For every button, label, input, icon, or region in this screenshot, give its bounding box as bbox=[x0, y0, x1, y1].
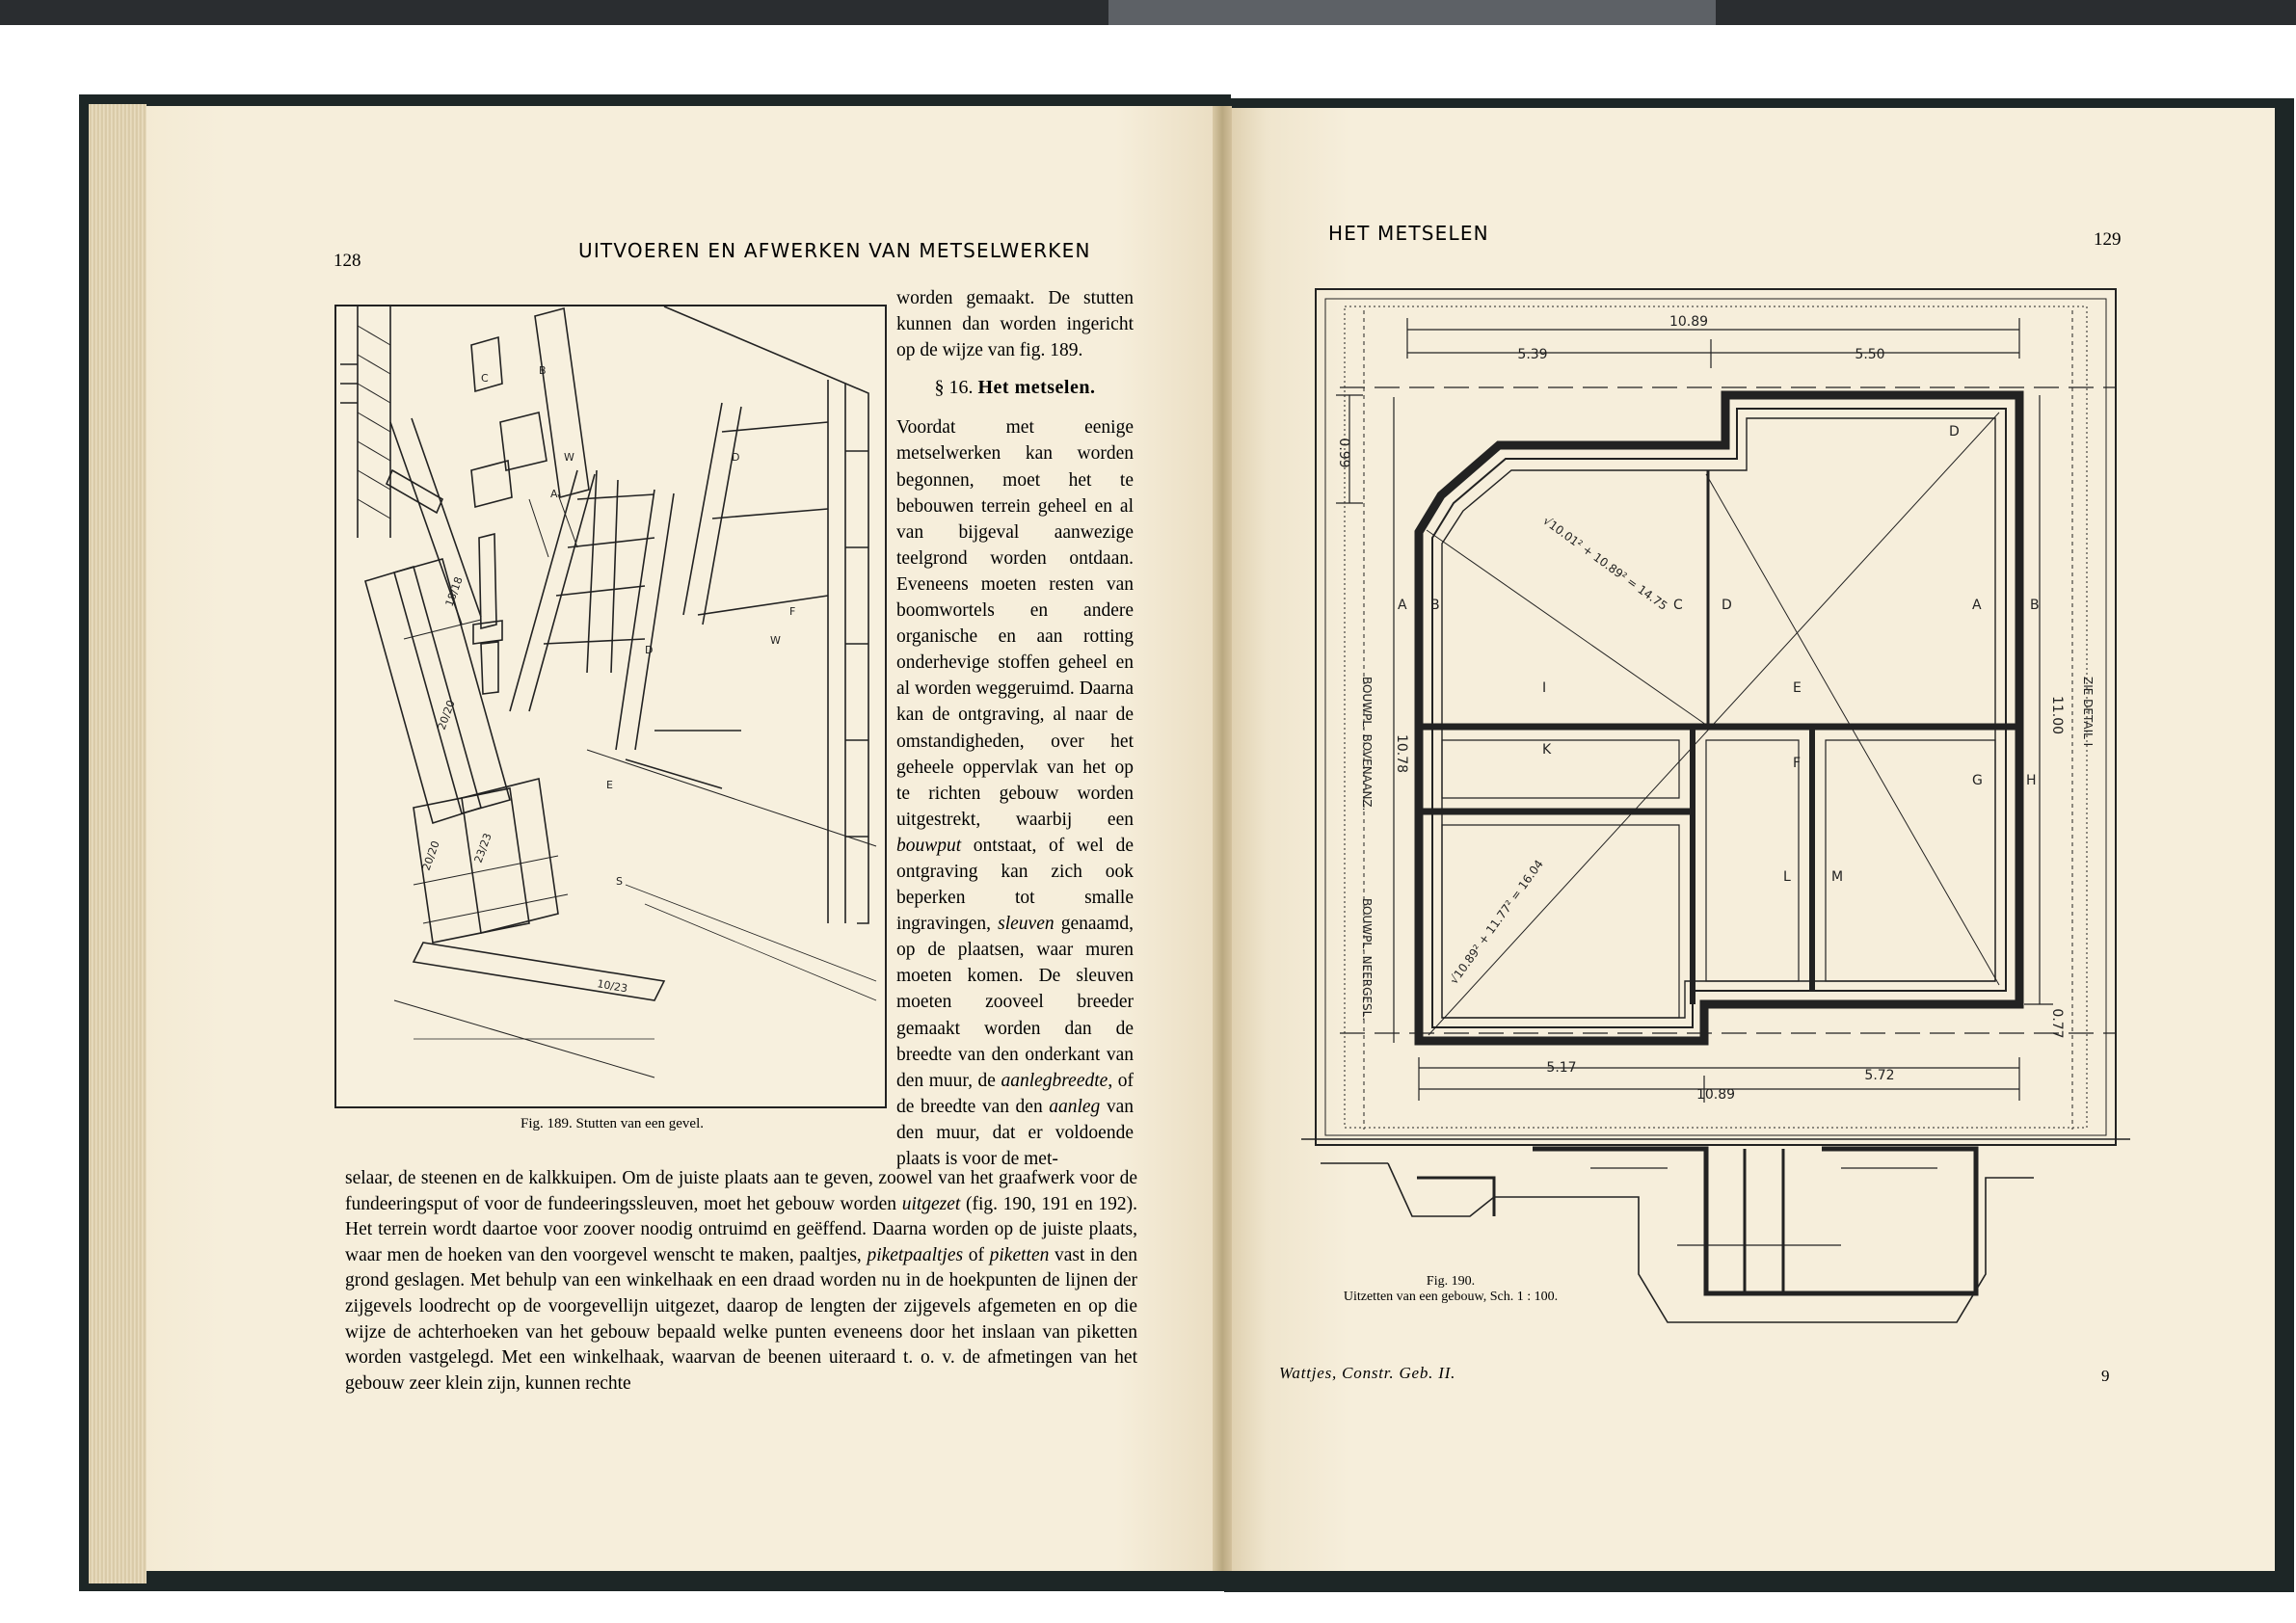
svg-text:G: G bbox=[1972, 773, 1983, 788]
svg-text:D: D bbox=[645, 644, 654, 656]
svg-text:20/20: 20/20 bbox=[435, 698, 458, 732]
raking-shore-3 bbox=[626, 403, 741, 788]
svg-text:B: B bbox=[1430, 598, 1440, 613]
right-footer-signature: Wattjes, Constr. Geb. II. bbox=[1279, 1364, 1456, 1382]
svg-text:L: L bbox=[1783, 869, 1791, 885]
svg-text:M: M bbox=[1831, 869, 1844, 885]
figure-190-caption-line2: Uitzetten van een gebouw, Sch. 1 : 100. bbox=[1343, 1290, 1559, 1304]
figure-189-caption: Fig. 189. Stutten van een gevel. bbox=[521, 1116, 704, 1131]
svg-text:A: A bbox=[1972, 598, 1982, 613]
svg-text:D: D bbox=[1949, 424, 1960, 439]
post-detail bbox=[473, 534, 502, 694]
left-page-number: 128 bbox=[334, 251, 361, 271]
svg-text:W: W bbox=[564, 451, 574, 464]
gevel-wall bbox=[664, 306, 868, 923]
figure-189 bbox=[334, 305, 887, 1108]
svg-text:0.77: 0.77 bbox=[2049, 1008, 2065, 1039]
left-full-width-text bbox=[345, 1166, 1137, 1397]
column-paragraph-1: worden gemaakt. De stutten kunnen dan worden ingericht op de wijze van fig. 189. bbox=[896, 288, 1134, 361]
scan-background-top-strip bbox=[1108, 0, 1716, 25]
svg-text:10.89: 10.89 bbox=[1695, 1087, 1736, 1103]
svg-text:10.89: 10.89 bbox=[1669, 314, 1709, 330]
svg-text:D: D bbox=[732, 451, 740, 464]
svg-text:√10.89² + 11.77² = 16.04: √10.89² + 11.77² = 16.04 bbox=[1447, 857, 1546, 987]
timber-18 bbox=[365, 567, 481, 823]
svg-text:10.78: 10.78 bbox=[1394, 733, 1409, 774]
figure-190-caption bbox=[1306, 1274, 1595, 1305]
svg-text:W: W bbox=[770, 634, 781, 647]
strut-upper bbox=[390, 418, 481, 625]
svg-text:I: I bbox=[1542, 680, 1547, 696]
left-running-head: UITVOEREN EN AFWERKEN VAN METSELWERKEN bbox=[578, 239, 1091, 262]
svg-text:C: C bbox=[481, 372, 489, 385]
svg-text:√10.01² + 10.89² = 14.75: √10.01² + 10.89² = 14.75 bbox=[1540, 514, 1670, 613]
figure-189-illustration bbox=[336, 306, 885, 1106]
svg-text:11.00: 11.00 bbox=[2049, 695, 2065, 735]
svg-text:B: B bbox=[539, 364, 547, 377]
right-footer-sheet-number: 9 bbox=[2101, 1367, 2110, 1385]
svg-text:D: D bbox=[1722, 598, 1732, 613]
svg-text:E: E bbox=[1793, 680, 1802, 696]
diagonal-1 bbox=[1427, 530, 1706, 725]
right-running-head: HET METSELEN bbox=[1328, 222, 1489, 245]
section-title: Het metselen. bbox=[977, 377, 1096, 399]
svg-text:E: E bbox=[606, 779, 613, 791]
book-gutter bbox=[1213, 106, 1232, 1571]
joint-detail-w bbox=[535, 308, 589, 497]
svg-text:ZIE DETAIL I: ZIE DETAIL I bbox=[2081, 677, 2095, 747]
svg-text:F: F bbox=[789, 605, 796, 618]
svg-text:0.99: 0.99 bbox=[1336, 438, 1351, 468]
svg-text:H: H bbox=[2026, 773, 2037, 788]
page-edges bbox=[89, 104, 147, 1583]
svg-text:18/18: 18/18 bbox=[442, 574, 466, 609]
right-page-number: 129 bbox=[2094, 229, 2122, 250]
svg-text:S: S bbox=[616, 875, 623, 888]
svg-text:C: C bbox=[1673, 598, 1683, 613]
svg-text:K: K bbox=[1542, 742, 1552, 758]
svg-text:5.39: 5.39 bbox=[1517, 347, 1548, 362]
svg-text:F: F bbox=[1793, 756, 1802, 771]
column-paragraph-2: Voordat met eenige metselwerken kan worden begonnen, moet het te bebouwen terrein geheel en al van bijgeval aanwezige teelgrond worden ontdaan. Eveneens moeten resten van boomwortels en andere organische en aan rotting onderhevige stoffen geheel en al worden weggeruimd. Daarna kan de ontgraving, al naar de omstandigheden, over het geheele oppervlak van het op te richten gebouw worden uitgestrekt, waarbij een bouwput ontstaat, of wel de ontgraving kan zich ook beperken tot smalle ingravingen, sleuven genaamd, op de plaatsen, waar muren moeten komen. De sleuven moeten zooveel breeder gemaakt worden dan de breedte van den onderkant van den muur, de aanlegbreedte, of de breedte van den aanleg van den muur, dat er voldoende plaats is voor de met- bbox=[896, 417, 1135, 1169]
left-column-text bbox=[896, 285, 1134, 1172]
svg-text:B: B bbox=[2030, 598, 2040, 613]
section-heading bbox=[896, 375, 1134, 401]
figure-190 bbox=[1301, 272, 2130, 1344]
full-width-paragraph: selaar, de steenen en de kalkkuipen. Om de juiste plaats aan te geven, zoowel van het graafwerk voor de fundeeringsput of voor de fundeeringssleuven, moet het gebouw worden uitgezet (fig. 190, 191 en 192). Het terrein wordt daartoe voor zoover noodig ontruimd en geëffend. Daarna worden op de juiste plaats, waar men de hoeken van den voorgevel wenscht te maken, paaltjes, piketpaaltjes of piketten vast in den grond geslagen. Met behulp van een winkelhaak en een draad worden nu in de hoekpunten de lijnen der zijgevels loodrecht op de voorgevellijn uitgezet, daarop de lengten der zijgevels afgemeten en op die wijze de achterhoeken van het gebouw bepaald welke punten eveneens door het inslaan van piketten worden vastgelegd. Met een winkelhaak, waarvan de beenen uiteraard t. o. v. de afmetingen van het gebouw zeer klein zijn, kunnen rechte bbox=[345, 1168, 1138, 1394]
svg-text:23/23: 23/23 bbox=[471, 831, 494, 865]
svg-text:A: A bbox=[550, 488, 558, 500]
svg-text:BOUWPL. BOVENAANZ.: BOUWPL. BOVENAANZ. bbox=[1360, 677, 1374, 812]
svg-text:20/20: 20/20 bbox=[419, 838, 442, 873]
figure-190-caption-line1: Fig. 190. bbox=[1426, 1274, 1476, 1289]
svg-text:10/23: 10/23 bbox=[596, 977, 628, 996]
svg-text:A: A bbox=[1398, 598, 1407, 613]
figure-190-plan bbox=[1301, 272, 2130, 1344]
svg-text:BOUWPL. NEERGESL.: BOUWPL. NEERGESL. bbox=[1360, 898, 1374, 1022]
svg-text:5.72: 5.72 bbox=[1864, 1068, 1895, 1083]
svg-text:5.50: 5.50 bbox=[1855, 347, 1885, 362]
section-number: § 16. bbox=[934, 377, 974, 399]
raking-shore-2 bbox=[616, 490, 674, 750]
svg-text:5.17: 5.17 bbox=[1546, 1060, 1577, 1076]
